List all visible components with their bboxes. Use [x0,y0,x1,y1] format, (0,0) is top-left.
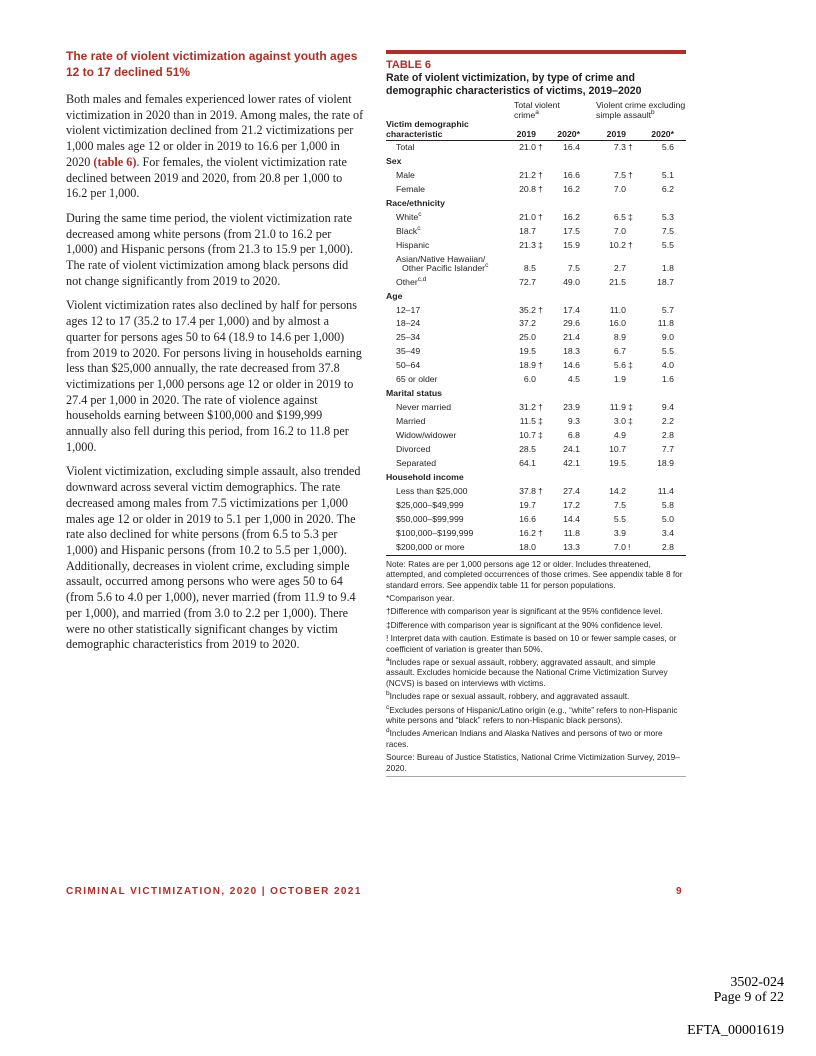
table-section-row: Household income [386,471,464,482]
paragraph-text: Both males and females experienced lower rates of violent victimization in 2020 than in 2019. Among males, the rate of violent victimization declined from 21.2 victimizations per 1,000 males age 12 or older in 2019 to 16.6 per 1,000 in 2020 [66,92,364,169]
footnote-b: $^b$Includes rape or sexual assault, robbery, and aggravated assault. [386,690,630,702]
header-characteristic: Victim demographic characteristic [386,120,506,141]
table-row: Female 20.8 † 16.2 7.0 6.2 [396,183,674,194]
footnote-c: $^c$Excludes persons of Hispanic/Latino origin (e.g., “white” refers to non-Hispanic white persons and “black” refers to non-Hispanic black persons). [386,703,678,725]
table-row: $200,000 or more 18.0 13.3 7.0 ! 2.8 [386,541,686,555]
table-row: Less than $25,000 37.8 † 27.4 14.2 11.4 [396,485,674,496]
table-row: 12–17 35.2 † 17.4 11.0 5.7 [396,304,674,315]
header-characteristic-top [386,101,506,120]
exhibit-number: 3502-024 [730,975,784,990]
paragraph-sex [66,92,364,202]
paragraph-text: . For females, the violent victimization rate declined between 2019 and 2020, from 20.8 per 1,000 to 16.2 per 1,000. [66,154,347,201]
table-row: White$^c$ 21.0 † 16.2 6.5 ‡ 5.3 [396,210,674,222]
page-number: 9 [676,886,682,897]
table-6-panel [386,50,686,777]
table-row: 18–24 37.2 29.6 16.0 11.8 [396,318,674,329]
note-caution: ! Interpret data with caution. Estimate is based on 10 or fewer sample cases, or coefficient of variation is greater than 50%. [386,633,677,654]
table-row: Total 21.0 † 16.4 7.3 † 5.6 [396,142,674,152]
header-total-violent-crime: Total violent crime$^a$ [514,100,560,120]
bates-number: EFTA_00001619 [687,1023,784,1038]
header-year-2020: 2020* [636,120,686,141]
table-row: $50,000–$99,999 16.6 14.4 5.5 5.0 [396,513,674,524]
table-title: Rate of violent victimization, by type of crime and demographic characteristics of victims, 2019–2020 [386,72,642,97]
header-violent-excluding-simple-assault: Violent crime excluding simple assault$^b$ [596,100,686,120]
table-row: Divorced 28.5 24.1 10.7 7.7 [396,444,674,455]
table-row: Male 21.2 † 16.6 7.5 † 5.1 [396,169,674,180]
header-year-2019: 2019 [580,120,636,141]
table-section-row: Race/ethnicity [386,197,445,208]
note-comparison-year: *Comparison year. [386,592,455,603]
publication-footer: CRIMINAL VICTIMIZATION, 2020 | OCTOBER 2021 [66,886,362,897]
exhibit-page: Page 9 of 22 [713,990,784,1005]
table-row: Married 11.5 ‡ 9.3 3.0 ‡ 2.2 [396,416,674,427]
table-row: Other$^{c,d}$ 72.7 49.0 21.5 18.7 [396,275,674,287]
table-top-rule [386,50,686,54]
table-row: 25–34 25.0 21.4 8.9 9.0 [396,332,674,343]
note-90-significance: ‡Difference with comparison year is significant at the 90% confidence level. [386,619,663,630]
table-row: Separated 64.1 42.1 19.5 18.9 [396,458,674,469]
notes-bottom-rule [386,776,686,777]
table-row: 50–64 18.9 † 14.6 5.6 ‡ 4.0 [396,360,674,371]
source-note: Source: Bureau of Justice Statistics, National Crime Victimization Survey, 2019–2020. [386,752,680,773]
table-row: $100,000–$199,999 16.2 † 11.8 3.9 3.4 [396,527,674,538]
section-heading: The rate of violent victimization against youth ages 12 to 17 declined 51% [66,49,358,79]
note-text: Note: Rates are per 1,000 persons age 12 or older. Includes threatened, attempted, and completed occurrences of those crimes. See appendix table 8 for standard errors. See appendix table 11 for person populations. [386,558,683,590]
table-section-row: Sex [386,155,402,166]
victimization-rate-table [386,101,686,556]
table-label: TABLE 6 [386,59,432,71]
table-notes [386,559,686,773]
table-6-link[interactable]: (table 6) [93,154,137,169]
paragraph-race: During the same time period, the violent victimization rate decreased among white persons (from 21.0 to 16.2 per 1,000) and Hispanic persons (from 21.3 to 15.9 per 1,000). The rate of violent victimization among black persons did not change significantly from 2019 to 2020. [66,210,354,288]
article-column [66,48,364,662]
table-row: 65 or older 6.0 4.5 1.9 1.6 [396,374,674,385]
note-95-significance: †Difference with comparison year is significant at the 95% confidence level. [386,606,663,617]
table-row: Asian/Native Hawaiian/ Other Pacific Islander$^c$ 8.5 7.5 2.7 1.8 [396,253,674,274]
table-row: 35–49 19.5 18.3 6.7 5.5 [396,346,674,357]
table-header-year-row [386,120,686,141]
table-row: Widow/widower 10.7 ‡ 6.8 4.9 2.8 [396,430,674,441]
header-year-2019: 2019 [506,120,546,141]
table-row: Black$^c$ 18.7 17.5 7.0 7.5 [396,224,674,236]
paragraph-age-income: Violent victimization rates also declined by half for persons ages 12 to 17 (35.2 to 17.4 per 1,000) and by almost a quarter for persons ages 50 to 64 (18.9 to 14.6 per 1,000) from 2019 to 2020. For persons living in households earning less than $25,000 annually, the rate decreased from 37.8 victimizations per 1,000 persons age 12 or older in 2019 to 27.4 per 1,000 in 2020. The rate of violence against households earning between $100,000 and $199,999 annually also fell during this period, from 16.2 to 11.8 per 1,000. [66,298,362,454]
table-row: $25,000–$49,999 19.7 17.2 7.5 5.8 [396,499,674,510]
footnote-a: $^a$Includes rape or sexual assault, robbery, aggravated assault, and simple assault. Excludes homicide because the National Crime Victimization Survey (NCVS) is based on interviews with victims. [386,656,668,688]
table-header-group-row [386,101,686,120]
paragraph-excluding-simple-assault: Violent victimization, excluding simple assault, also trended downward across several victim demographics. The rate decreased among males from 7.5 victimizations per 1,000 males age 12 or older in 2019 to 5.1 per 1,000 in 2020. The rate also declined for white persons (from 6.5 to 5.3 per 1,000) and Hispanic persons (from 10.2 to 5.5 per 1,000). Additionally, decreases in violent crime, excluding simple assault, occurred among persons who were ages 50 to 64 (from 5.6 to 4.0 per 1,000), never married (from 11.9 to 9.4 per 1,000), and married (from 3.0 to 2.2 per 1,000). There were no other statistically significant changes by victim demographic characteristics from 2019 to 2020. [66,464,361,652]
table-row: Never married 31.2 † 23.9 11.9 ‡ 9.4 [396,402,674,413]
table-section-row: Age [386,290,403,301]
footnote-d: $^d$Includes American Indians and Alaska Natives and persons of two or more races. [386,727,663,749]
table-row: Hispanic 21.3 ‡ 15.9 10.2 † 5.5 [396,239,674,250]
table-section-row: Marital status [386,388,443,399]
header-year-2020: 2020* [546,120,580,141]
